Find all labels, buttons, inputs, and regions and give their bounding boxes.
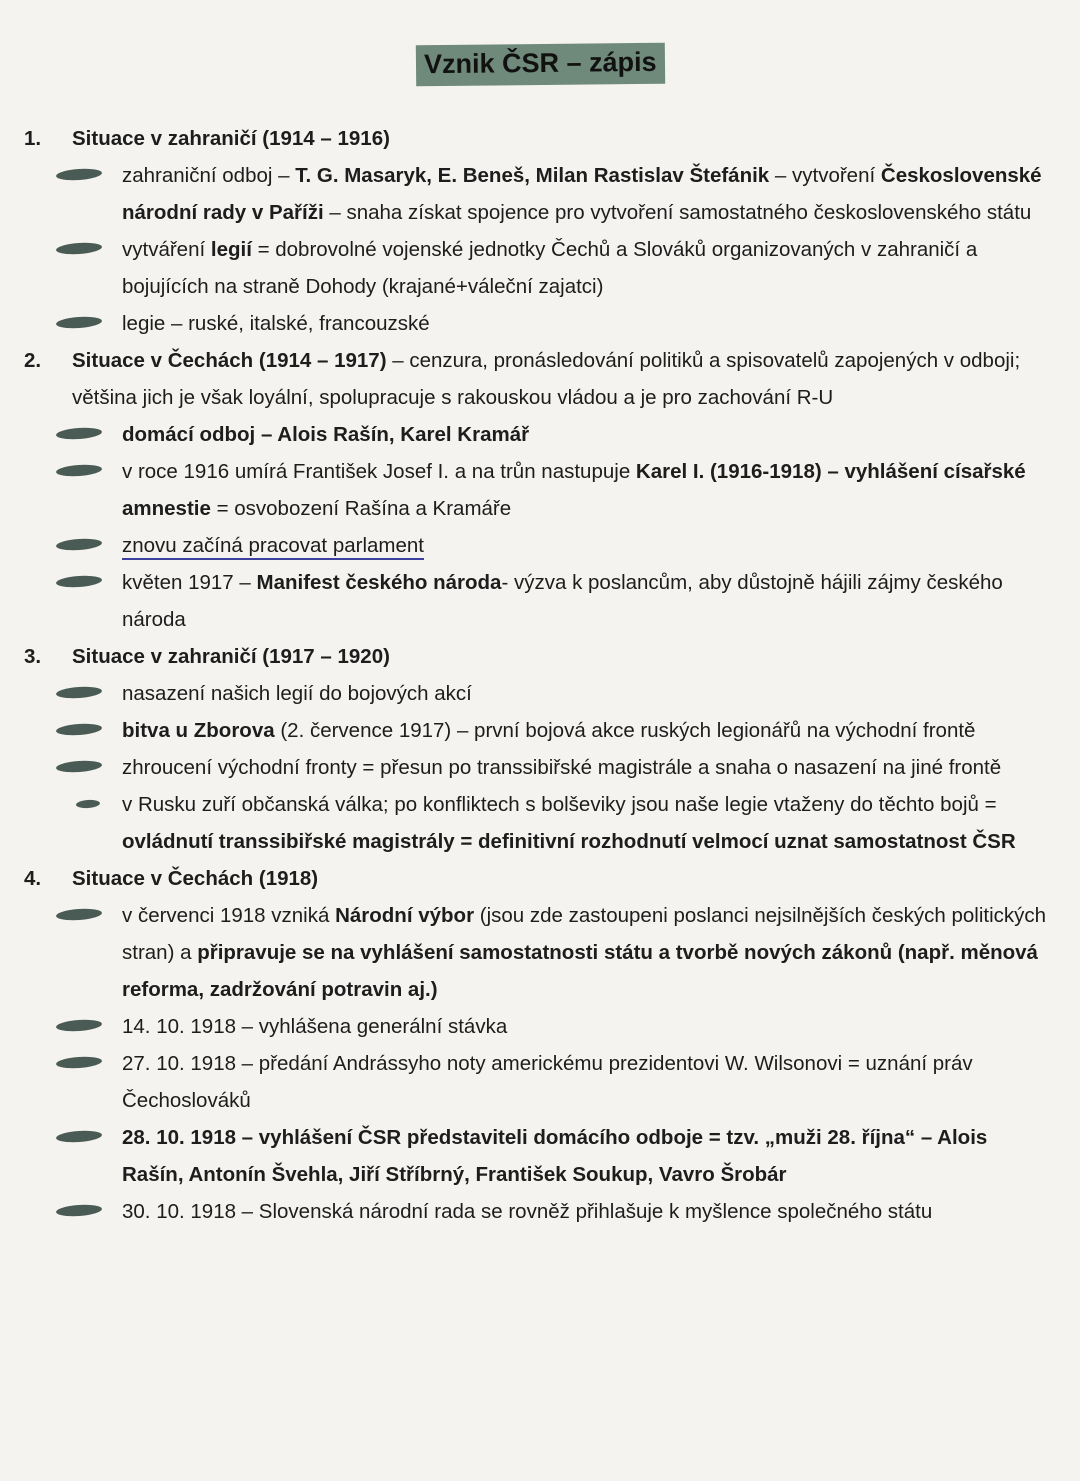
- section-number: 3.: [24, 645, 42, 668]
- section-heading: [24, 638, 1054, 675]
- section-number: 2.: [24, 349, 42, 372]
- marker-bullet-icon: [56, 241, 103, 255]
- list-item: [24, 527, 1054, 564]
- list-item: vytváření legií = dobrovolné vojenské jednotky Čechů a Slováků organizovaných v zahraničí a bojujících na straně Dohody (krajané+váleční zajatci): [24, 231, 1054, 305]
- list-item: v červenci 1918 vzniká Národní výbor (jsou zde zastoupeni poslanci nejsilnějších českých politických stran) a připravuje se na vyhlášení samostatnosti státu a tvorbě nových zákonů (např. měnová reforma, zadržování potravin aj.): [24, 897, 1054, 1008]
- list-item: v roce 1916 umírá František Josef I. a na trůn nastupuje Karel I. (1916-1918) – vyhlášení císařské amnestie = osvobození Rašína a Kramáře: [24, 453, 1054, 527]
- marker-bullet-icon: [56, 315, 103, 329]
- list-item: květen 1917 – Manifest českého národa- výzva k poslancům, aby důstojně hájili zájmy českého národa: [24, 564, 1054, 638]
- marker-bullet-icon: [56, 1018, 103, 1032]
- section-number: 4.: [24, 867, 42, 890]
- notes-content: [24, 120, 1054, 1230]
- list-item: 28. 10. 1918 – vyhlášení ČSR představiteli domácího odboje = tzv. „muži 28. října“ – Alois Rašín, Antonín Švehla, Jiří Stříbrný, František Soukup, Vavro Šrobár: [24, 1119, 1054, 1193]
- list-item: v Rusku zuří občanská válka; po konfliktech s bolševiky jsou naše legie vtaženy do těchto bojů = ovládnutí transsibiřské magistrály = definitivní rozhodnutí velmocí uznat samostatnost ČSR: [24, 786, 1054, 860]
- list-item: 30. 10. 1918 – Slovenská národní rada se rovněž přihlašuje k myšlence společného státu: [24, 1193, 1054, 1230]
- list-item: zhroucení východní fronty = přesun po transsibiřské magistrále a snaha o nasazení na jiné frontě: [24, 749, 1054, 786]
- section-heading: [24, 860, 1054, 897]
- marker-bullet-icon: [56, 463, 103, 477]
- marker-bullet-icon: [56, 907, 103, 921]
- section-heading: [24, 342, 1054, 416]
- section-description: – cenzura, pronásledování politiků a spisovatelů zapojených v odboji; většina jich je však loyální, spolupracuje s rakouskou vládou a je pro zachování R-U: [72, 349, 1021, 409]
- marker-bullet-icon: [56, 1129, 103, 1143]
- page-title: Vznik ČSR – zápis: [415, 43, 664, 87]
- marker-bullet-icon: [56, 1055, 103, 1069]
- marker-bullet-icon: [56, 537, 103, 551]
- marker-bullet-icon: [56, 722, 103, 736]
- list-item: zahraniční odboj – T. G. Masaryk, E. Beneš, Milan Rastislav Štefánik – vytvoření Československé národní rady v Paříži – snaha získat spojence pro vytvoření samostatného československého státu: [24, 157, 1054, 231]
- list-item: bitva u Zborova (2. července 1917) – první bojová akce ruských legionářů na východní frontě: [24, 712, 1054, 749]
- marker-bullet-icon: [56, 685, 103, 699]
- section-heading: [24, 120, 1054, 157]
- list-item: nasazení našich legií do bojových akcí: [24, 675, 1054, 712]
- pen-underlined-text: znovu začíná pracovat parlament: [122, 534, 424, 560]
- section-number: 1.: [24, 127, 42, 150]
- marker-bullet-icon: [56, 1203, 103, 1217]
- section-title: Situace v zahraničí (1914 – 1916): [72, 127, 390, 150]
- section-title: Situace v Čechách (1918): [72, 867, 319, 890]
- marker-bullet-icon: [76, 799, 100, 809]
- section-title: Situace v zahraničí (1917 – 1920): [72, 645, 390, 668]
- section-2: [24, 342, 1054, 638]
- title-area: [0, 44, 1080, 85]
- list-item: legie – ruské, italské, francouzské: [24, 305, 1054, 342]
- marker-bullet-icon: [56, 574, 103, 588]
- list-item: domácí odboj – Alois Rašín, Karel Kramář: [24, 416, 1054, 453]
- list-item: 14. 10. 1918 – vyhlášena generální stávka: [24, 1008, 1054, 1045]
- section-title: Situace v Čechách (1914 – 1917): [72, 349, 387, 372]
- section-3: [24, 638, 1054, 860]
- section-1: [24, 120, 1054, 342]
- section-4: [24, 860, 1054, 1230]
- marker-bullet-icon: [56, 167, 103, 181]
- marker-bullet-icon: [56, 759, 103, 773]
- list-item: 27. 10. 1918 – předání Andrássyho noty americkému prezidentovi W. Wilsonovi = uznání práv Čechoslováků: [24, 1045, 1054, 1119]
- marker-bullet-icon: [56, 426, 103, 440]
